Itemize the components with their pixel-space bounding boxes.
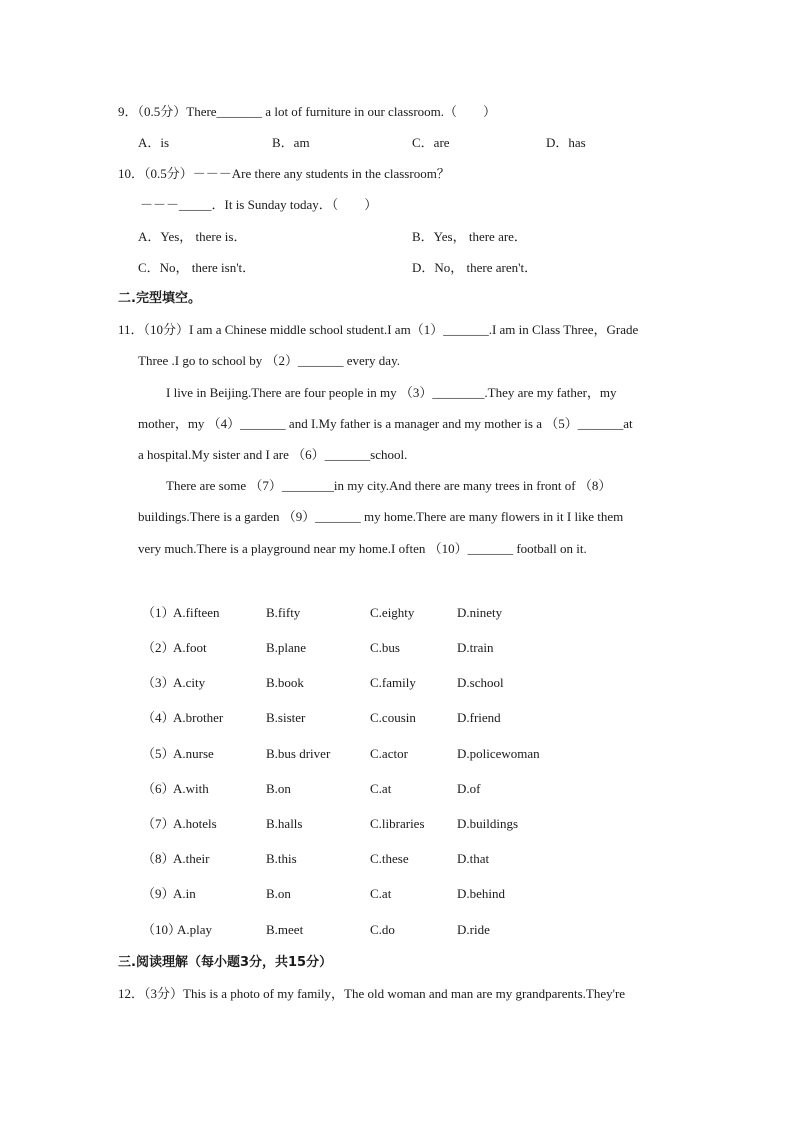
choice-row-2-d[interactable]: D.train <box>457 640 494 655</box>
choice-row-10-b[interactable]: B.meet <box>266 922 304 937</box>
choice-row-6-b[interactable]: B.on <box>266 781 291 796</box>
choice-row-6-c[interactable]: C.at <box>370 781 392 796</box>
choice-row-9-b[interactable]: B.on <box>266 886 291 901</box>
choice-row-3-b[interactable]: B.book <box>266 675 304 690</box>
q10-stem: 10．（0.5分）－－－Are there any students in the classroom？ <box>118 166 450 181</box>
choice-row-4-c[interactable]: C.cousin <box>370 710 416 725</box>
choice-row-10-a[interactable]: A.play <box>177 922 213 937</box>
q11-line-6: There are some （7）________in my city.And there are many trees in front of （8） <box>166 478 612 493</box>
choice-row-6-num: （6） <box>142 781 175 796</box>
choice-row-4-a[interactable]: A.brother <box>173 710 224 725</box>
q11-line-4: mother，my （4）_______ and I.My father is a manager and my mother is a （5）_______at <box>138 416 633 431</box>
q10-option-d[interactable]: D．No， there aren't． <box>412 260 538 275</box>
q9-stem: 9．（0.5分）There_______ a lot of furniture in our classroom.（ ） <box>118 104 497 119</box>
choice-row-9-num: （9） <box>142 886 175 901</box>
choice-row-10-d[interactable]: D.ride <box>457 922 490 937</box>
choice-row-7-c[interactable]: C.libraries <box>370 816 425 831</box>
choice-row-3-c[interactable]: C.family <box>370 675 416 690</box>
q10-option-b[interactable]: B．Yes， there are． <box>412 229 527 244</box>
choice-row-5-a[interactable]: A.nurse <box>173 746 214 761</box>
q9-option-c[interactable]: C．are <box>412 135 450 150</box>
choice-row-4-num: （4） <box>142 710 175 725</box>
choice-row-7-b[interactable]: B.halls <box>266 816 303 831</box>
choice-row-10-c[interactable]: C.do <box>370 922 395 937</box>
choice-row-2-b[interactable]: B.plane <box>266 640 307 655</box>
choice-row-6-a[interactable]: A.with <box>173 781 209 796</box>
q9-option-a[interactable]: A．is <box>138 135 170 150</box>
choice-row-9-a[interactable]: A.in <box>173 886 196 901</box>
choice-row-8-a[interactable]: A.their <box>173 851 210 866</box>
q10-option-c[interactable]: C．No， there isn't． <box>138 260 256 275</box>
choice-row-5-num: （5） <box>142 746 175 761</box>
q10-option-a[interactable]: A．Yes， there is． <box>138 229 247 244</box>
q11-line-1: 11．（10分）I am a Chinese middle school student.I am（1）_______.I am in Class Three，Grade <box>118 322 639 337</box>
section3-title: 三.阅读理解（每小题3分，共15分） <box>118 955 333 970</box>
choice-row-8-num: （8） <box>142 851 175 866</box>
q9-option-d[interactable]: D．has <box>546 135 586 150</box>
choice-row-1-num: （1） <box>142 605 175 620</box>
choice-row-2-c[interactable]: C.bus <box>370 640 400 655</box>
choice-row-7-num: （7） <box>142 816 175 831</box>
choice-row-1-a[interactable]: A.fifteen <box>173 605 220 620</box>
q12-stem: 12．（3分）This is a photo of my family，The old woman and man are my grandparents.They're <box>118 986 626 1001</box>
choice-row-1-c[interactable]: C.eighty <box>370 605 415 620</box>
choice-row-4-d[interactable]: D.friend <box>457 710 501 725</box>
choice-row-3-num: （3） <box>142 675 175 690</box>
choice-row-8-c[interactable]: C.these <box>370 851 409 866</box>
q11-line-5: a hospital.My sister and I are （6）_______school. <box>138 447 408 462</box>
q11-line-2: Three .I go to school by （2）_______ every day. <box>138 353 400 368</box>
choice-row-4-b[interactable]: B.sister <box>266 710 306 725</box>
section2-title: 二.完型填空。 <box>118 291 201 306</box>
choice-row-3-a[interactable]: A.city <box>173 675 206 690</box>
q11-line-8: very much.There is a playground near my home.I often （10）_______ football on it. <box>138 541 587 556</box>
choice-row-8-d[interactable]: D.that <box>457 851 490 866</box>
choice-row-5-b[interactable]: B.bus driver <box>266 746 331 761</box>
choice-row-9-d[interactable]: D.behind <box>457 886 506 901</box>
choice-row-10-num: （10） <box>142 922 182 937</box>
choice-row-2-num: （2） <box>142 640 175 655</box>
choice-row-7-a[interactable]: A.hotels <box>173 816 217 831</box>
choice-row-7-d[interactable]: D.buildings <box>457 816 519 831</box>
choice-row-5-c[interactable]: C.actor <box>370 746 408 761</box>
q11-line-3: I live in Beijing.There are four people in my （3）________.They are my father，my <box>166 385 617 400</box>
q11-line-7: buildings.There is a garden （9）_______ my home.There are many flowers in it I like them <box>138 509 624 524</box>
choice-row-1-d[interactable]: D.ninety <box>457 605 503 620</box>
choice-row-6-d[interactable]: D.of <box>457 781 481 796</box>
choice-row-1-b[interactable]: B.fifty <box>266 605 301 620</box>
choice-row-3-d[interactable]: D.school <box>457 675 504 690</box>
choice-row-5-d[interactable]: D.policewoman <box>457 746 540 761</box>
choice-row-2-a[interactable]: A.foot <box>173 640 207 655</box>
q10-sub: －－－_____．It is Sunday today．（ ） <box>140 197 378 212</box>
choice-row-9-c[interactable]: C.at <box>370 886 392 901</box>
q9-option-b[interactable]: B．am <box>272 135 310 150</box>
choice-row-8-b[interactable]: B.this <box>266 851 297 866</box>
